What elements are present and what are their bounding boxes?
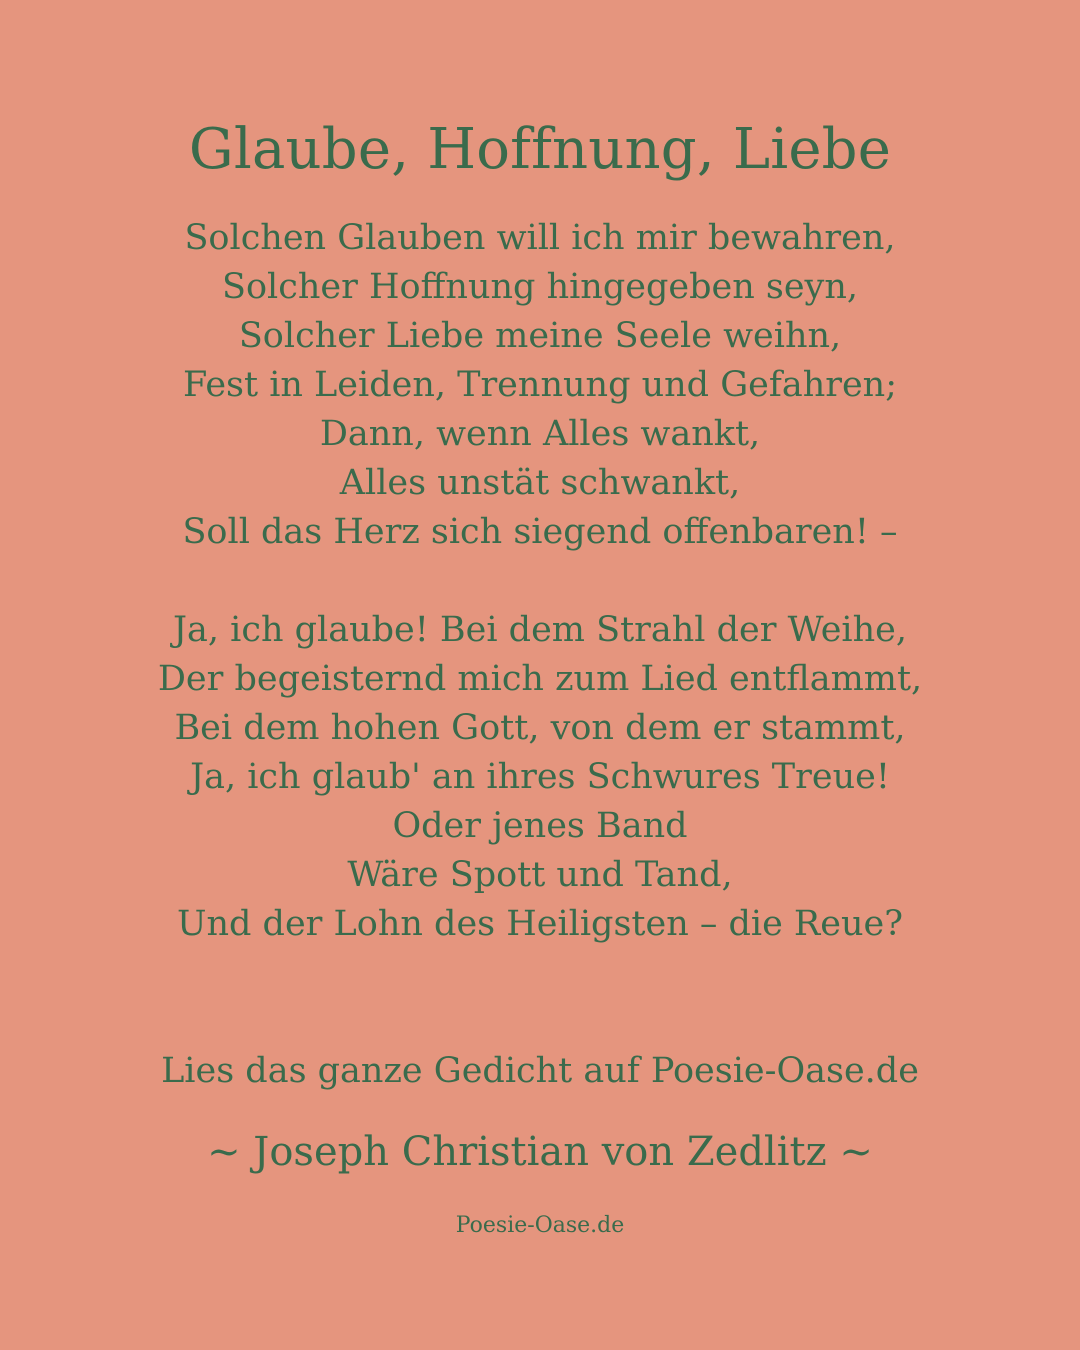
verse-line: Der begeisternd mich zum Lied entflammt,	[157, 659, 923, 699]
stanza-2	[0, 606, 1080, 949]
verse-line: Soll das Herz sich siegend offenbaren! –	[182, 512, 898, 552]
site-brand: Poesie-Oase.de	[455, 1213, 625, 1238]
verse-line: Bei dem hohen Gott, von dem er stammt,	[174, 708, 906, 748]
stanza-1	[0, 214, 1080, 557]
verse-line: Und der Lohn des Heiligsten – die Reue?	[176, 904, 904, 944]
read-full-poem-text: Lies das ganze Gedicht auf Poesie-Oase.de	[161, 1051, 919, 1091]
verse-line: Solcher Liebe meine Seele weihn,	[238, 316, 842, 356]
verse-line: Ja, ich glaub' an ihres Schwures Treue!	[190, 757, 890, 797]
verse-line: Fest in Leiden, Trennung und Gefahren;	[182, 365, 898, 405]
verse-line: Solchen Glauben will ich mir bewahren,	[184, 218, 896, 258]
verse-line: Ja, ich glaube! Bei dem Strahl der Weihe,	[173, 610, 907, 650]
verse-line: Oder jenes Band	[392, 806, 688, 846]
verse-line: Wäre Spott und Tand,	[347, 855, 733, 895]
author-name: ~ Joseph Christian von Zedlitz ~	[207, 1129, 873, 1175]
verse-line: Dann, wenn Alles wankt,	[319, 414, 761, 454]
verse-line: Alles unstät schwankt,	[339, 463, 741, 503]
verse-line: Solcher Hoffnung hingegeben seyn,	[222, 267, 858, 307]
poem-title: Glaube, Hoffnung, Liebe	[188, 117, 892, 182]
